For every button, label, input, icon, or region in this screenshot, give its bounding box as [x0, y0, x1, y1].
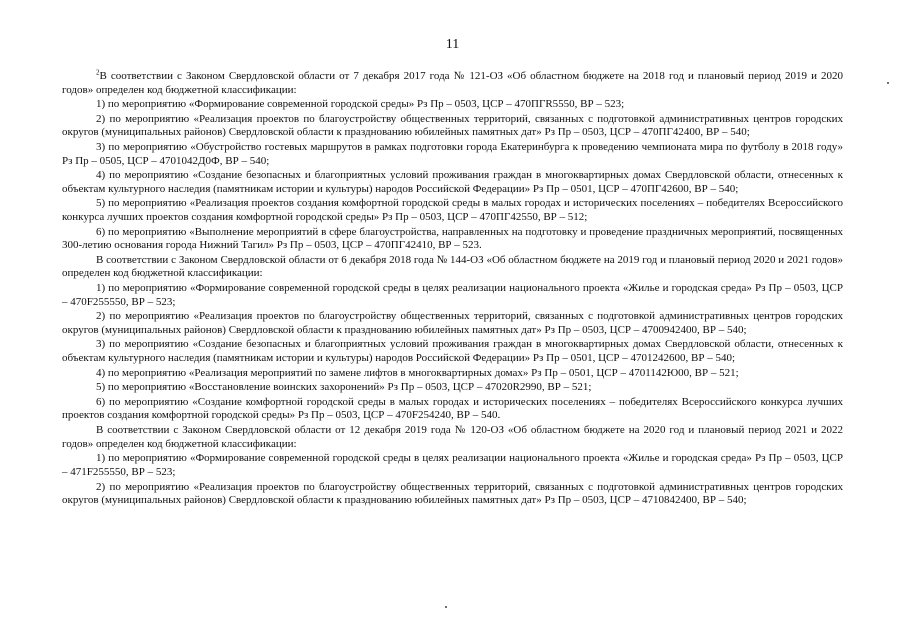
document-body	[62, 70, 843, 509]
list-item: 1) по мероприятию «Формирование современной городской среды в целях реализации национального проекта «Жилье и городская среда» Рз Пр – 0503, ЦСР – 471F255550, ВР – 523;	[62, 452, 843, 478]
paragraph-intro-2017	[62, 70, 843, 97]
list-item: 2) по мероприятию «Реализация проектов по благоустройству общественных территорий, связанных с подготовкой административных центров городских округов (муниципальных районов) Свердловской области к празднованию юбилейных памятных дат» Рз Пр – 0503, ЦСР – 4710842400, ВР – 540;	[62, 480, 843, 506]
scan-speck	[445, 606, 447, 608]
footnote-mark: 2	[96, 68, 100, 77]
list-item: 1) по мероприятию «Формирование современной городской среды» Рз Пр – 0503, ЦСР – 470ПГR5550, ВР – 523;	[96, 98, 625, 111]
list-item: 1) по мероприятию «Формирование современной городской среды в целях реализации национального проекта «Жилье и городская среда» Рз Пр – 0503, ЦСР – 470F255550, ВР – 523;	[62, 282, 843, 308]
list-item: 2) по мероприятию «Реализация проектов по благоустройству общественных территорий, связанных с подготовкой административных центров городских округов (муниципальных районов) Свердловской области к празднованию юбилейных памятных дат» Рз Пр – 0503, ЦСР – 470ПГ42400, ВР – 540;	[62, 112, 843, 139]
page-number: 11	[445, 37, 460, 52]
list-item: 2) по мероприятию «Реализация проектов по благоустройству общественных территорий, связанных с подготовкой административных центров городских округов (муниципальных районов) Свердловской области к празднованию юбилейных памятных дат» Рз Пр – 0503, ЦСР – 4700942400, ВР – 540;	[62, 310, 843, 336]
paragraph-intro-2019: В соответствии с Законом Свердловской области от 12 декабря 2019 года № 120-ОЗ «Об областном бюджете на 2020 год и плановый период 2021 и 2022 годов» определен код бюджетной классификации:	[62, 424, 843, 450]
list-item: 5) по мероприятию «Восстановление воинских захоронений» Рз Пр – 0503, ЦСР – 47020R2990, ВР – 521;	[96, 381, 592, 394]
list-item: 4) по мероприятию «Реализация мероприятий по замене лифтов в многоквартирных домах» Рз Пр – 0501, ЦСР – 4701142Ю00, ВР – 521;	[96, 366, 739, 379]
list-item: 6) по мероприятию «Создание комфортной городской среды в малых городах и исторических поселениях – победителях Всероссийского конкурса лучших проектов создания комфортной городской среды» Рз Пр – 0503, ЦСР – 470F254240, ВР – 540.	[62, 395, 843, 422]
list-item: 5) по мероприятию «Реализация проектов создания комфортной городской среды в малых городах и исторических поселениях – победителях Всероссийского конкурса лучших проектов создания комфортной городской среды» Рз Пр – 0503, ЦСР – 470ПГ42550, ВР – 512;	[62, 197, 843, 223]
list-item: 4) по мероприятию «Создание безопасных и благоприятных условий проживания граждан в многоквартирных домах Свердловской области, отнесенных к объектам культурного наследия (памятникам истории и культуры) народов Российской Федерации» Рз Пр – 0501, ЦСР – 470ПГ42600, ВР – 540;	[62, 169, 843, 195]
list-item: 6) по мероприятию «Выполнение мероприятий в сфере благоустройства, направленных на подготовку и проведение праздничных мероприятий, посвященных 300-летию основания города Нижний Тагил» Рз Пр – 0503, ЦСР – 470ПГ42410, ВР – 523.	[62, 225, 843, 252]
paragraph-intro-2018: В соответствии с Законом Свердловской области от 6 декабря 2018 года № 144-ОЗ «Об областном бюджете на 2019 год и плановый период 2020 и 2021 годов» определен код бюджетной классификации:	[62, 253, 843, 280]
paragraph-text: В соответствии с Законом Свердловской области от 7 декабря 2017 года № 121-ОЗ «Об областном бюджете на 2018 год и плановый период 2019 и 2020 годов» определен код бюджетной классификации:	[62, 70, 843, 96]
list-item: 3) по мероприятию «Создание безопасных и благоприятных условий проживания граждан в многоквартирных домах Свердловской области, отнесенных к объектам культурного наследия (памятникам истории и культуры) народов Российской Федерации» Рз Пр – 0501, ЦСР – 4701242600, ВР – 540;	[62, 338, 843, 364]
scan-speck	[887, 82, 889, 84]
list-item: 3) по мероприятию «Обустройство гостевых маршрутов в рамках подготовки города Екатеринбурга к проведению чемпионата мира по футболу в 2018 году» Рз Пр – 0505, ЦСР – 4701042Д0Ф, ВР – 540;	[62, 141, 843, 167]
